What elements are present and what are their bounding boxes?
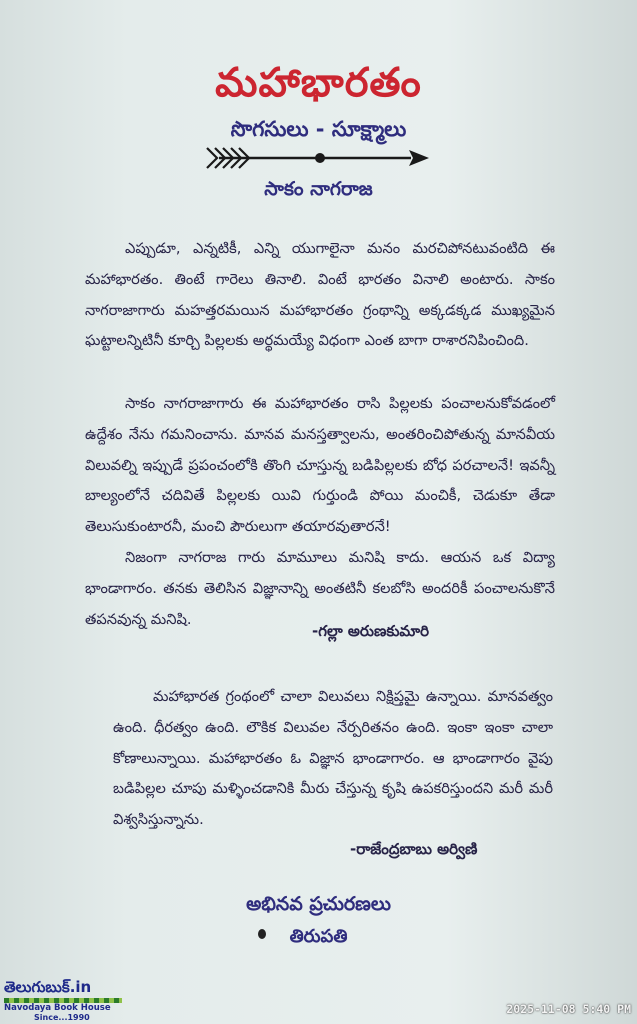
arrow-icon xyxy=(205,142,430,174)
photo-timestamp: 2025-11-08 5:40 PM xyxy=(506,1002,631,1016)
watermark-suffix: .in xyxy=(69,978,92,996)
watermark-line1: Navodaya Book House xyxy=(4,1003,111,1013)
book-subtitle: సొగసులు - సూక్ష్మాలు xyxy=(230,117,407,141)
watermark-logo xyxy=(4,978,134,1020)
publisher-city: తిరుపతి xyxy=(289,926,348,947)
book-title: మహాభారతం xyxy=(215,60,422,106)
publisher-name: అభినవ ప్రచురణలు xyxy=(246,893,391,915)
review-paragraph: ఎప్పుడూ, ఎన్నటికీ, ఎన్ని యుగాలైనా మనం మరచిపోనటువంటిది ఈ మహాభారతం. తింటే గారెలు తినాలి. వింటే భారతం వినాలి అంటారు. సాకం నాగరాజాగారు మహత్తరమయిన మహాభారతం గ్రంథాన్ని అక్కడక్కడ ముఖ్యమైన ఘట్టాలన్నిటినీ కూర్చి పిల్లలకు అర్థమయ్యే విధంగా ఎంత బాగా రాశారనిపించింది. xyxy=(85,240,555,350)
watermark-title xyxy=(4,978,134,996)
watermark-main: తెలుగుబుక్ xyxy=(4,978,70,996)
reviewer-signature: -రాజేంద్రబాబు అర్విణి xyxy=(350,840,478,858)
watermark-line2: Since...1990 xyxy=(34,1013,90,1022)
review-paragraph: నిజంగా నాగరాజ గారు మామూలు మనిషి కాదు. ఆయన ఒక విద్యా భాండాగారం. తనకు తెలిసిన విజ్ఞానాన్ని అంతటినీ కలబోసి అందరికీ పంచాలనుకొనే తపనవున్న మనిషి. xyxy=(85,549,555,628)
review-paragraph: సాకం నాగరాజాగారు ఈ మహాభారతం రాసి పిల్లలకు పంచాలనుకోవడంలో ఉద్దేశం నేను గమనించాను. మానవ మనస్తత్వాలను, అంతరించిపోతున్న మానవీయ విలువల్ని ఇప్పుడే ప్రపంచంలోకి తొంగి చూస్తున్న బడిపిల్లలకు బోధ పరచాలనే! ఇవన్నీ బాల్యంలోనే చదివితే పిల్లలకు యివి గుర్తుండి పోయి మంచికీ, చెడుకూ తేడా తెలుసుకుంటారనీ, మంచి పౌరులుగా తయారవుతారనే! xyxy=(85,395,555,536)
author-name: సాకం నాగరాజ xyxy=(264,178,373,200)
reviewer-signature: -గల్లా అరుణకుమారి xyxy=(312,622,429,640)
review-paragraph: మహాభారత గ్రంథంలో చాలా విలువలు నిక్షిప్తమై ఉన్నాయి. మానవత్వం ఉంది. ధీరత్వం ఉంది. లౌకిక విలువల నేర్పరితనం ఉంది. ఇంకా ఇంకా చాలా కోణాలున్నాయి. మహాభారతం ఓ విజ్ఞాన భాండాగారం. ఆ భాండాగారం వైపు బడిపిల్లల చూపు మళ్ళించడానికి మీరు చేస్తున్న కృషి ఉపకరిస్తుందని మరీ మరీ విశ్వసిస్తున్నాను. xyxy=(113,688,553,829)
